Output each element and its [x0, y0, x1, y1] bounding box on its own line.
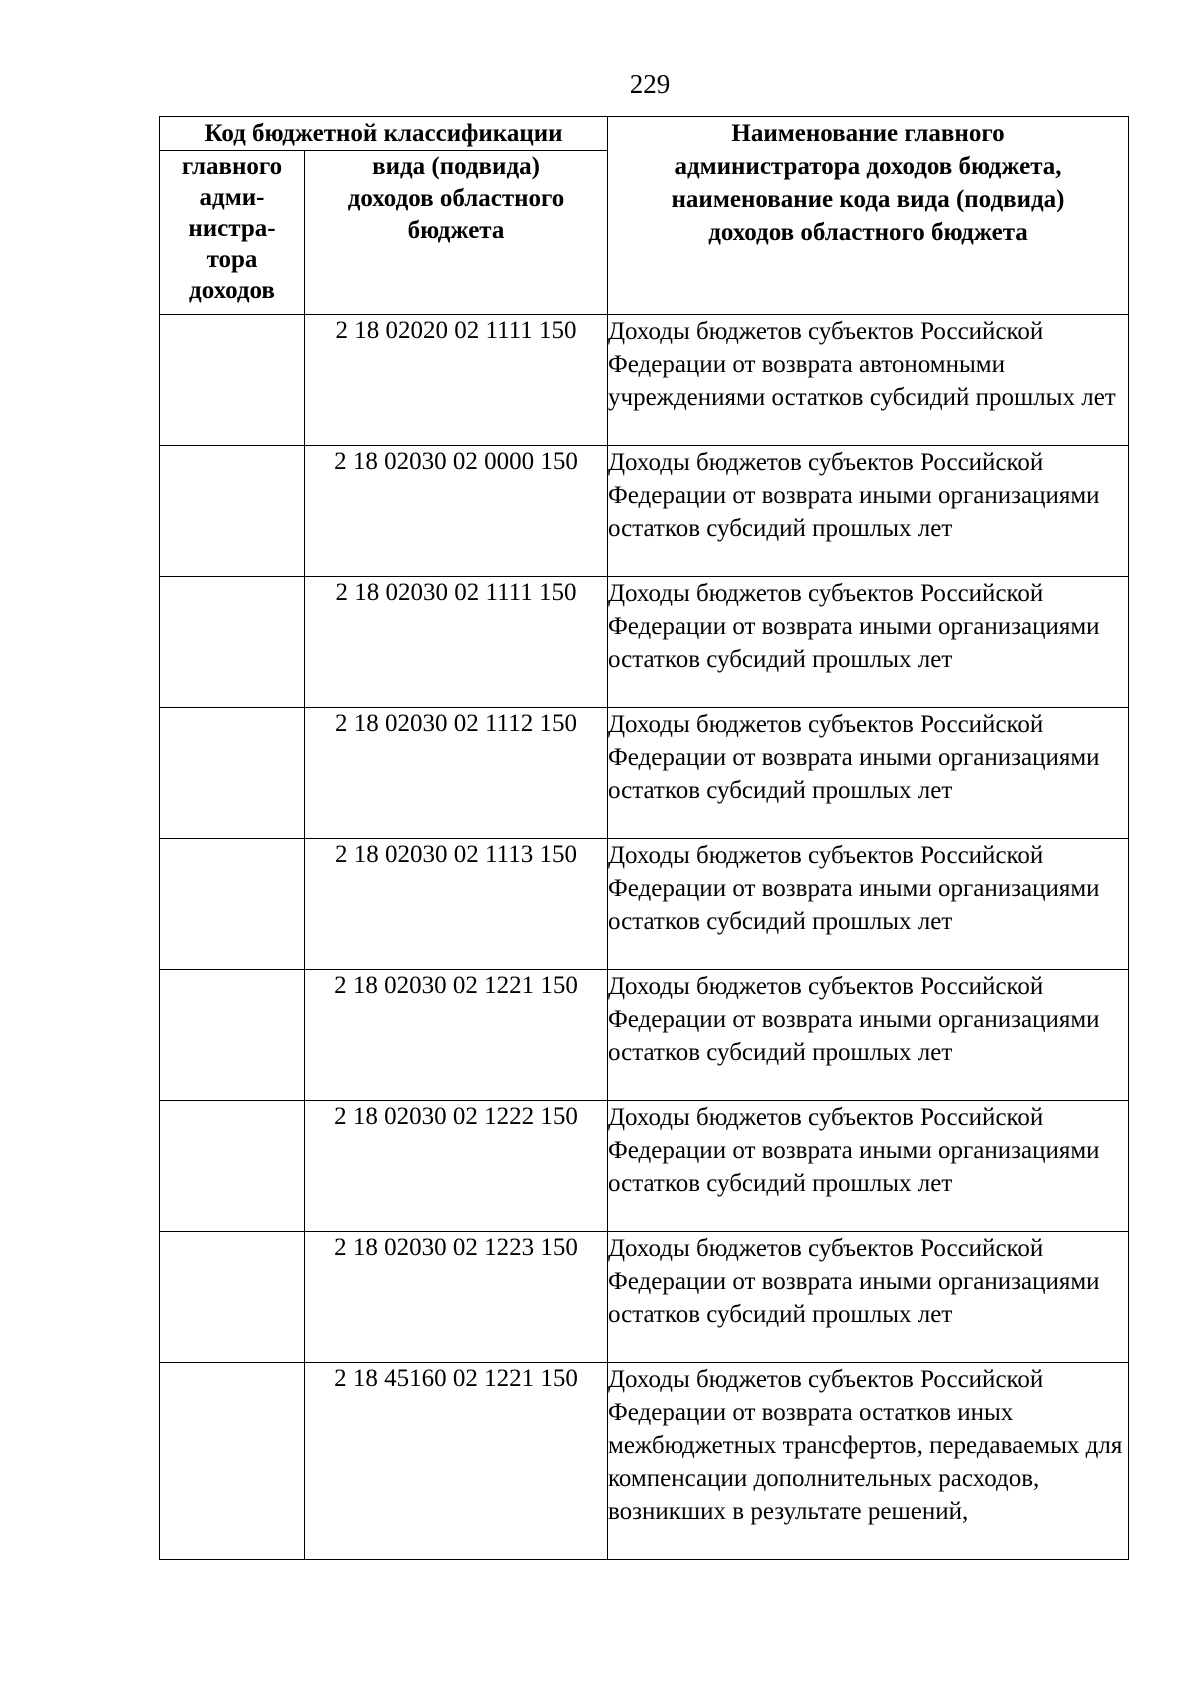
revenue-name-cell: Доходы бюджетов субъектов Российской Федерации от возврата иными организациями остатков субсидий прошлых лет	[608, 708, 1129, 839]
admin-code-cell	[160, 1101, 305, 1232]
header-admin-line: главного	[181, 153, 283, 180]
admin-code-cell	[160, 970, 305, 1101]
admin-code-cell	[160, 1363, 305, 1560]
header-name-line: Наименование главного	[731, 120, 1005, 147]
revenue-code-cell: 2 18 02030 02 1113 150	[305, 839, 608, 970]
table-row	[160, 1232, 1129, 1363]
header-budget-classification-code: Код бюджетной классификации	[160, 117, 608, 151]
revenue-name-cell: Доходы бюджетов субъектов Российской Федерации от возврата иными организациями остатков субсидий прошлых лет	[608, 446, 1129, 577]
table-row	[160, 970, 1129, 1101]
revenue-code-cell: 2 18 02030 02 1223 150	[305, 1232, 608, 1363]
admin-code-cell	[160, 577, 305, 708]
page-number: 229	[629, 69, 671, 99]
header-row-group	[160, 117, 1129, 151]
header-code-line: бюджета	[407, 217, 505, 244]
table-row	[160, 315, 1129, 446]
table-row	[160, 708, 1129, 839]
admin-code-cell	[160, 708, 305, 839]
header-admin-line: нистра-	[188, 215, 276, 242]
table-row	[160, 446, 1129, 577]
admin-code-cell	[160, 446, 305, 577]
admin-code-cell	[160, 839, 305, 970]
header-admin-line: тора	[206, 246, 258, 273]
revenue-code-cell: 2 18 45160 02 1221 150	[305, 1363, 608, 1560]
revenue-code-cell: 2 18 02030 02 1112 150	[305, 708, 608, 839]
header-name-line: доходов областного бюджета	[708, 219, 1028, 246]
revenue-code-cell: 2 18 02030 02 0000 150	[305, 446, 608, 577]
header-code-column	[305, 151, 608, 315]
revenue-name-cell: Доходы бюджетов субъектов Российской Федерации от возврата иными организациями остатков субсидий прошлых лет	[608, 577, 1129, 708]
table-row	[160, 839, 1129, 970]
revenue-code-cell: 2 18 02030 02 1222 150	[305, 1101, 608, 1232]
revenue-name-cell: Доходы бюджетов субъектов Российской Федерации от возврата иными организациями остатков субсидий прошлых лет	[608, 1101, 1129, 1232]
header-code-line: доходов областного	[347, 185, 565, 212]
header-code-line: вида (подвида)	[372, 153, 540, 180]
admin-code-cell	[160, 315, 305, 446]
revenue-name-cell: Доходы бюджетов субъектов Российской Федерации от возврата иными организациями остатков субсидий прошлых лет	[608, 839, 1129, 970]
table-row	[160, 1101, 1129, 1232]
revenue-code-cell: 2 18 02020 02 1111 150	[305, 315, 608, 446]
table-row	[160, 1363, 1129, 1560]
revenue-code-cell: 2 18 02030 02 1221 150	[305, 970, 608, 1101]
revenue-name-cell: Доходы бюджетов субъектов Российской Федерации от возврата иными организациями остатков субсидий прошлых лет	[608, 970, 1129, 1101]
header-admin-line: адми-	[199, 184, 265, 211]
admin-code-cell	[160, 1232, 305, 1363]
header-admin-column	[160, 151, 305, 315]
revenue-name-cell: Доходы бюджетов субъектов Российской Федерации от возврата автономными учреждениями остатков субсидий прошлых лет	[608, 315, 1129, 446]
budget-classification-table	[159, 116, 1129, 1560]
revenue-name-cell: Доходы бюджетов субъектов Российской Федерации от возврата иными организациями остатков субсидий прошлых лет	[608, 1232, 1129, 1363]
header-name-column	[608, 117, 1129, 315]
revenue-code-cell: 2 18 02030 02 1111 150	[305, 577, 608, 708]
table-row	[160, 577, 1129, 708]
revenue-name-cell: Доходы бюджетов субъектов Российской Федерации от возврата остатков иных межбюджетных трансфертов, передаваемых для компенсации дополнительных расходов, возникших в результате решений,	[608, 1363, 1129, 1560]
header-admin-line: доходов	[189, 277, 275, 304]
header-name-line: администратора доходов бюджета,	[674, 153, 1062, 180]
header-name-line: наименование кода вида (подвида)	[671, 186, 1065, 213]
